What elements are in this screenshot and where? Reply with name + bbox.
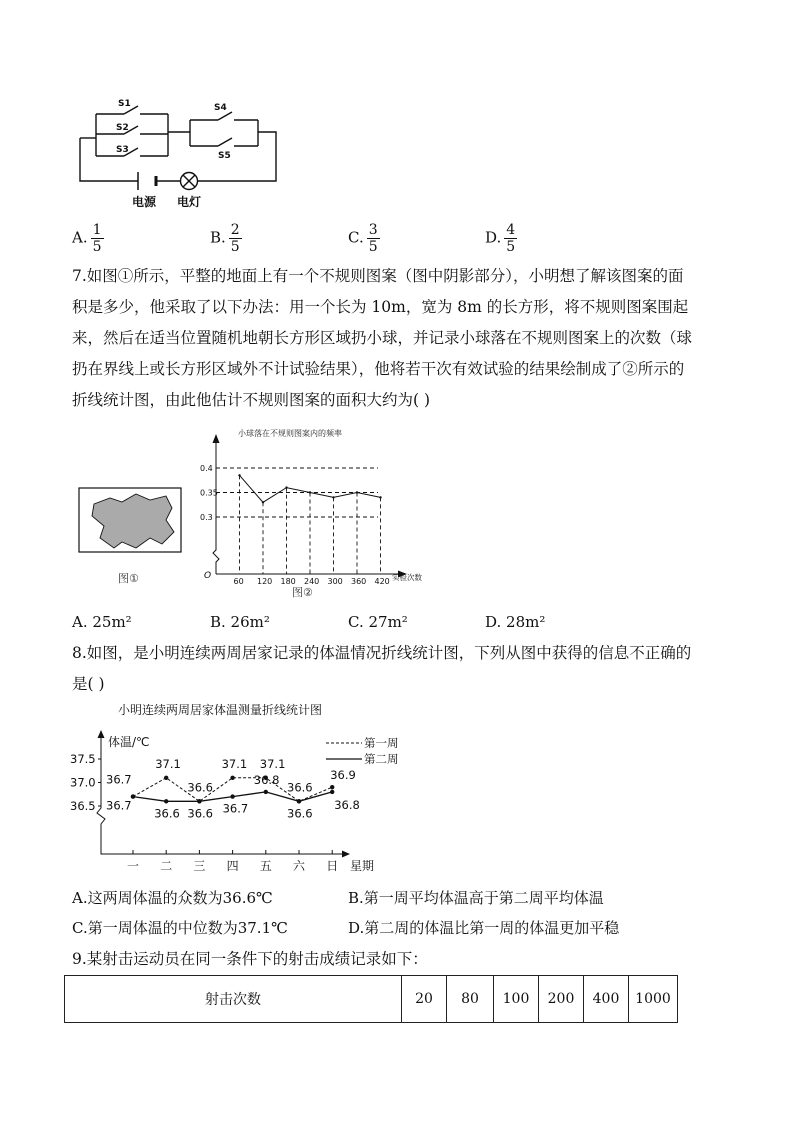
q7-option-a: A. 25m²	[72, 613, 132, 631]
chart2-week1-point	[330, 785, 334, 789]
chart2-x-tick-label: 日	[326, 859, 339, 873]
table-row	[65, 976, 678, 1023]
q6-option-a	[72, 222, 104, 255]
chart1-x-tick-label: 420	[374, 577, 390, 586]
table-cell: 100	[494, 976, 539, 1023]
q8-line-2: 是( )	[72, 675, 105, 693]
chart1-x-tick-label: 240	[304, 577, 320, 586]
denominator: 5	[506, 239, 516, 255]
q7-line-2: 积是多少，他采取了以下办法：用一个长为 10m，宽为 8m 的长方形，将不规则图案围起	[72, 298, 689, 316]
temperature-line-chart	[70, 700, 399, 876]
chart2-week2-data-label: 36.7	[106, 798, 132, 813]
figure-1-irregular-pattern	[78, 486, 183, 586]
table-cell: 1000	[629, 976, 678, 1023]
chart1-point	[285, 486, 287, 488]
switch-label-s2: S2	[116, 123, 129, 133]
chart2-week2-point	[297, 799, 301, 803]
option-letter: C.	[348, 228, 364, 247]
chart2-title: 小明连续两周居家体温测量折线统计图	[118, 703, 323, 717]
switch-label-s1: S1	[118, 99, 131, 109]
frequency-line-chart	[200, 424, 440, 600]
chart2-x-tick-label: 二	[160, 859, 173, 873]
switch-label-s5: S5	[218, 151, 231, 161]
chart2-week1-data-label: 37.1	[259, 756, 286, 771]
chart2-week1-point	[164, 776, 168, 780]
chart2-week1-data-label: 36.7	[106, 772, 132, 787]
q8-line-1: 8.如图，是小明连续两周居家记录的体温情况折线统计图，下列从图中获得的信息不正确的	[72, 644, 692, 662]
chart2-week2-point	[330, 790, 334, 794]
chart2-week2-point	[197, 799, 201, 803]
q8-option-b: B.第一周平均体温高于第二周平均体温	[348, 889, 604, 907]
chart1-point	[356, 491, 358, 493]
chart2-week2-point	[164, 799, 168, 803]
chart1-xlabel: 实验次数	[392, 573, 422, 582]
chart2-week1-data-label: 37.1	[155, 756, 181, 771]
chart2-x-tick-label: 三	[193, 859, 206, 873]
q6-option-b	[210, 222, 242, 255]
chart2-week1-data-label: 37.1	[221, 756, 248, 771]
table-cell: 20	[402, 976, 447, 1023]
table-header-cell: 射击次数	[65, 976, 402, 1023]
chart2-ylabel: 体温/℃	[108, 735, 150, 749]
fraction	[91, 222, 104, 255]
legend-week-2: 第二周	[364, 752, 399, 766]
table-cell: 200	[539, 976, 584, 1023]
chart1-x-tick-label: 360	[351, 577, 367, 586]
denominator: 5	[230, 239, 240, 255]
chart2-xlabel: 星期	[350, 859, 375, 873]
chart1-y-tick-label: 0.3	[200, 513, 213, 522]
chart2-week2-data-label: 36.8	[253, 772, 280, 787]
q7-line-3: 来，然后在适当位置随机地朝长方形区域扔小球，并记录小球落在不规则图案上的次数（球	[72, 329, 693, 347]
numerator: 3	[368, 222, 378, 238]
q8-option-d: D.第二周的体温比第一周的体温更加平稳	[348, 919, 620, 937]
chart1-point	[332, 496, 334, 498]
chart2-week1-point	[230, 776, 234, 780]
option-letter: A.	[72, 228, 88, 247]
chart1-y-arrow	[213, 434, 220, 443]
lamp-label: 电灯	[177, 195, 202, 209]
table-cell: 400	[584, 976, 629, 1023]
chart2-x-tick-label: 六	[293, 859, 306, 873]
chart1-series-line	[240, 475, 381, 502]
chart2-week2-data-label: 36.6	[154, 806, 180, 821]
fraction	[367, 222, 380, 255]
q7-option-b: B. 26m²	[210, 613, 270, 631]
circuit-diagram	[72, 96, 292, 214]
figure-1-caption: 图①	[118, 572, 139, 585]
fraction	[229, 222, 242, 255]
q6-option-c	[348, 222, 380, 255]
power-label: 电源	[132, 195, 157, 209]
chart2-week1-data-label: 36.9	[330, 768, 356, 783]
chart2-y-tick-label: 37.5	[70, 752, 96, 766]
chart1-point	[262, 501, 264, 503]
chart2-x-tick-label: 四	[226, 859, 239, 873]
q7-line-5: 折线统计图，由此他估计不规则图案的面积大约为( )	[72, 391, 431, 409]
chart2-y-arrow	[98, 730, 105, 738]
table-cell: 80	[447, 976, 494, 1023]
chart2-x-tick-label: 一	[127, 859, 140, 873]
switch-label-s4: S4	[214, 103, 227, 113]
denominator: 5	[368, 239, 378, 255]
chart2-week2-data-label: 36.6	[187, 806, 214, 821]
fraction	[504, 222, 517, 255]
chart2-week1-data-label: 36.6	[287, 780, 313, 795]
chart1-origin: O	[204, 571, 212, 581]
q7-line-1: 7.如图①所示，平整的地面上有一个不规则图案（图中阴影部分），小明想了解该图案的面	[72, 267, 684, 285]
chart2-y-tick-label: 37.0	[70, 775, 96, 790]
battery-symbol	[138, 172, 156, 190]
chart2-week2-point	[264, 790, 268, 794]
numerator: 4	[506, 222, 516, 238]
chart1-x-tick-label: 300	[327, 577, 343, 586]
chart1-point	[309, 491, 311, 493]
legend-week-1: 第一周	[364, 736, 399, 750]
option-letter: D.	[485, 228, 502, 247]
chart2-week2-data-label: 36.7	[222, 801, 249, 816]
chart1-point	[379, 496, 381, 498]
chart1-x-tick-label: 120	[257, 577, 273, 586]
q7-line-4: 扔在界线上或长方形区域外不计试验结果），他将若干次有效试验的结果绘制成了②所示的	[72, 360, 685, 378]
chart2-week2-data-label: 36.8	[334, 797, 360, 812]
chart2-week2-point	[230, 794, 234, 798]
chart2-x-tick-label: 五	[259, 859, 272, 873]
chart1-y-tick-label: 0.35	[200, 488, 218, 498]
chart2-week1-data-label: 36.6	[187, 780, 214, 795]
chart2-y-tick-label: 36.5	[70, 799, 96, 813]
q8-option-a: A.这两周体温的众数为36.6℃	[72, 889, 273, 907]
q6-option-d	[485, 222, 517, 255]
figure-2-caption: 图②	[292, 586, 313, 599]
option-letter: B.	[210, 228, 226, 247]
chart2-week2-data-label: 36.6	[287, 806, 313, 821]
numerator: 2	[230, 222, 240, 238]
q8-option-c: C.第一周体温的中位数为37.1℃	[72, 919, 288, 937]
chart1-point	[238, 474, 240, 476]
switch-label-s3: S3	[116, 145, 129, 155]
q9-line: 9.某射击运动员在同一条件下的射击成绩记录如下：	[72, 950, 428, 968]
numerator: 1	[92, 222, 102, 238]
shooting-record-table	[64, 975, 678, 1023]
q7-option-c: C. 27m²	[348, 613, 408, 631]
chart1-title: 小球落在不规则图案内的频率	[238, 429, 342, 438]
chart1-x-tick-label: 180	[280, 577, 296, 586]
denominator: 5	[92, 239, 102, 255]
q7-option-d: D. 28m²	[485, 613, 546, 631]
chart1-y-tick-label: 0.4	[200, 464, 213, 473]
lamp-icon	[181, 173, 198, 190]
chart1-x-tick-label: 60	[233, 577, 244, 586]
chart2-x-arrow	[342, 851, 350, 858]
